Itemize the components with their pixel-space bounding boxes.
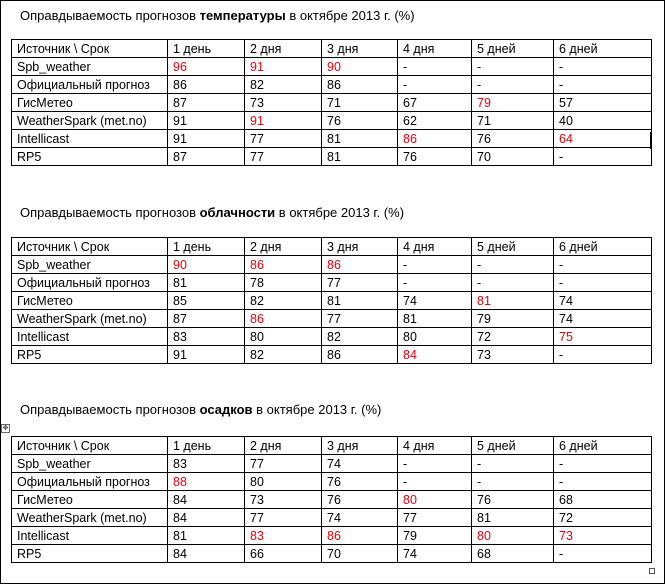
- value-cell: 79: [398, 527, 472, 545]
- header-row: [12, 238, 652, 256]
- value-cell: 77: [245, 148, 322, 166]
- value-cell: 81: [322, 292, 398, 310]
- header-cell-day: 3 дня: [322, 40, 398, 58]
- value-cell: 90: [322, 58, 398, 76]
- value-cell: 84: [398, 346, 472, 364]
- source-cell: ГисМетео: [12, 292, 168, 310]
- value-cell: 81: [322, 148, 398, 166]
- value-cell: -: [398, 256, 472, 274]
- value-cell: 80: [472, 527, 554, 545]
- value-cell: 67: [398, 94, 472, 112]
- value-cell: 88: [168, 473, 245, 491]
- value-cell: 72: [472, 328, 554, 346]
- value-cell: 71: [472, 112, 554, 130]
- value-cell: 77: [398, 509, 472, 527]
- value-cell: -: [472, 455, 554, 473]
- value-cell: 76: [472, 130, 554, 148]
- value-cell: -: [398, 58, 472, 76]
- value-cell: 81: [472, 292, 554, 310]
- value-cell: 73: [245, 491, 322, 509]
- source-cell: RP5: [12, 148, 168, 166]
- header-cell-day: 1 день: [168, 437, 245, 455]
- value-cell: 76: [398, 148, 472, 166]
- header-cell-day: 6 дней: [554, 238, 652, 256]
- value-cell: 82: [322, 328, 398, 346]
- value-cell: 86: [322, 256, 398, 274]
- table-row: [12, 545, 652, 563]
- source-cell: WeatherSpark (met.no): [12, 509, 168, 527]
- table-title-precipitation: Оправдываемость прогнозов осадков в октябре 2013 г. (%): [20, 402, 382, 417]
- header-cell-day: 6 дней: [554, 437, 652, 455]
- move-handle-icon[interactable]: ✥: [2, 425, 9, 432]
- value-cell: 86: [245, 310, 322, 328]
- value-cell: 70: [472, 148, 554, 166]
- source-cell: Spb_weather: [12, 58, 168, 76]
- table-row: [12, 112, 652, 130]
- value-cell: 81: [472, 509, 554, 527]
- value-cell: -: [472, 58, 554, 76]
- table-row: [12, 310, 652, 328]
- value-cell: 86: [168, 76, 245, 94]
- value-cell: -: [398, 473, 472, 491]
- value-cell: -: [398, 76, 472, 94]
- table-row: [12, 491, 652, 509]
- header-cell-day: 2 дня: [245, 40, 322, 58]
- header-cell-day: 4 дня: [398, 40, 472, 58]
- value-cell: 84: [168, 545, 245, 563]
- source-cell: ГисМетео: [12, 491, 168, 509]
- header-cell-day: 1 день: [168, 40, 245, 58]
- header-cell-day: 2 дня: [245, 437, 322, 455]
- table-row: [12, 455, 652, 473]
- source-cell: Intellicast: [12, 328, 168, 346]
- value-cell: 77: [245, 509, 322, 527]
- table-row: [12, 509, 652, 527]
- header-cell-source: Источник \ Срок: [12, 437, 168, 455]
- value-cell: 86: [245, 256, 322, 274]
- value-cell: 70: [322, 545, 398, 563]
- source-cell: Spb_weather: [12, 256, 168, 274]
- value-cell: 76: [322, 491, 398, 509]
- value-cell: 83: [168, 455, 245, 473]
- table-row: [12, 328, 652, 346]
- table-row: [12, 274, 652, 292]
- source-cell: Официальный прогноз: [12, 76, 168, 94]
- value-cell: -: [554, 545, 652, 563]
- table-row: [12, 292, 652, 310]
- value-cell: -: [554, 473, 652, 491]
- value-cell: 76: [322, 112, 398, 130]
- value-cell: 90: [168, 256, 245, 274]
- value-cell: 80: [245, 328, 322, 346]
- source-cell: WeatherSpark (met.no): [12, 310, 168, 328]
- source-cell: WeatherSpark (met.no): [12, 112, 168, 130]
- value-cell: 73: [245, 94, 322, 112]
- header-cell-day: 5 дней: [472, 238, 554, 256]
- value-cell: 81: [322, 130, 398, 148]
- value-cell: 78: [245, 274, 322, 292]
- value-cell: 79: [472, 310, 554, 328]
- value-cell: 80: [245, 473, 322, 491]
- value-cell: 73: [554, 527, 652, 545]
- value-cell: 84: [168, 509, 245, 527]
- value-cell: 57: [554, 94, 652, 112]
- cloudiness-table[interactable]: [11, 237, 652, 364]
- value-cell: 71: [322, 94, 398, 112]
- header-cell-day: 5 дней: [472, 40, 554, 58]
- table-row: [12, 130, 652, 148]
- header-cell-day: 4 дня: [398, 437, 472, 455]
- text-cursor: [650, 132, 652, 149]
- table-row: [12, 346, 652, 364]
- value-cell: 81: [168, 274, 245, 292]
- value-cell: -: [398, 274, 472, 292]
- source-cell: Официальный прогноз: [12, 274, 168, 292]
- value-cell: 82: [245, 76, 322, 94]
- value-cell: -: [472, 256, 554, 274]
- table-row: [12, 473, 652, 491]
- header-cell-day: 3 дня: [322, 238, 398, 256]
- value-cell: 62: [398, 112, 472, 130]
- value-cell: 87: [168, 310, 245, 328]
- value-cell: 76: [322, 473, 398, 491]
- header-cell-source: Источник \ Срок: [12, 40, 168, 58]
- value-cell: 77: [245, 130, 322, 148]
- value-cell: 79: [472, 94, 554, 112]
- precipitation-table[interactable]: [11, 436, 652, 563]
- table-row: [12, 148, 652, 166]
- value-cell: 80: [398, 328, 472, 346]
- header-cell-day: 2 дня: [245, 238, 322, 256]
- value-cell: 74: [398, 292, 472, 310]
- value-cell: 81: [398, 310, 472, 328]
- value-cell: 85: [168, 292, 245, 310]
- value-cell: 68: [472, 545, 554, 563]
- header-row: [12, 40, 652, 58]
- header-cell-source: Источник \ Срок: [12, 238, 168, 256]
- value-cell: 83: [245, 527, 322, 545]
- value-cell: -: [554, 455, 652, 473]
- value-cell: -: [554, 274, 652, 292]
- value-cell: 74: [322, 455, 398, 473]
- value-cell: 74: [398, 545, 472, 563]
- value-cell: 77: [322, 274, 398, 292]
- value-cell: 64: [554, 130, 652, 148]
- value-cell: 83: [168, 328, 245, 346]
- table-title-cloudiness: Оправдываемость прогнозов облачности в октябре 2013 г. (%): [20, 205, 405, 220]
- table-row: [12, 527, 652, 545]
- value-cell: 74: [554, 310, 652, 328]
- value-cell: 81: [168, 527, 245, 545]
- value-cell: 87: [168, 94, 245, 112]
- source-cell: Intellicast: [12, 527, 168, 545]
- value-cell: 86: [322, 346, 398, 364]
- temperature-table[interactable]: [11, 39, 652, 166]
- value-cell: 77: [322, 310, 398, 328]
- value-cell: 66: [245, 545, 322, 563]
- value-cell: 87: [168, 148, 245, 166]
- value-cell: 40: [554, 112, 652, 130]
- value-cell: 75: [554, 328, 652, 346]
- source-cell: Intellicast: [12, 130, 168, 148]
- value-cell: 77: [245, 455, 322, 473]
- value-cell: -: [472, 473, 554, 491]
- value-cell: 96: [168, 58, 245, 76]
- value-cell: 91: [168, 346, 245, 364]
- value-cell: 73: [472, 346, 554, 364]
- source-cell: ГисМетео: [12, 94, 168, 112]
- value-cell: 72: [554, 509, 652, 527]
- value-cell: -: [554, 76, 652, 94]
- value-cell: 91: [168, 130, 245, 148]
- table-row: [12, 94, 652, 112]
- value-cell: -: [472, 76, 554, 94]
- value-cell: 74: [554, 292, 652, 310]
- value-cell: 82: [245, 292, 322, 310]
- value-cell: -: [554, 256, 652, 274]
- value-cell: 74: [322, 509, 398, 527]
- value-cell: 82: [245, 346, 322, 364]
- value-cell: 91: [245, 58, 322, 76]
- value-cell: -: [472, 274, 554, 292]
- table-title-temperature: Оправдываемость прогнозов температуры в октябре 2013 г. (%): [20, 8, 415, 23]
- header-cell-day: 6 дней: [554, 40, 652, 58]
- value-cell: 84: [168, 491, 245, 509]
- value-cell: -: [554, 148, 652, 166]
- value-cell: -: [554, 58, 652, 76]
- header-cell-day: 5 дней: [472, 437, 554, 455]
- source-cell: Spb_weather: [12, 455, 168, 473]
- value-cell: 86: [322, 527, 398, 545]
- header-row: [12, 437, 652, 455]
- table-row: [12, 256, 652, 274]
- table-row: [12, 58, 652, 76]
- value-cell: -: [554, 346, 652, 364]
- value-cell: -: [398, 455, 472, 473]
- value-cell: 86: [322, 76, 398, 94]
- source-cell: RP5: [12, 545, 168, 563]
- value-cell: 91: [245, 112, 322, 130]
- value-cell: 76: [472, 491, 554, 509]
- header-cell-day: 3 дня: [322, 437, 398, 455]
- resize-handle-icon[interactable]: [649, 568, 655, 574]
- source-cell: RP5: [12, 346, 168, 364]
- value-cell: 91: [168, 112, 245, 130]
- value-cell: 80: [398, 491, 472, 509]
- value-cell: 86: [398, 130, 472, 148]
- source-cell: Официальный прогноз: [12, 473, 168, 491]
- header-cell-day: 4 дня: [398, 238, 472, 256]
- value-cell: 68: [554, 491, 652, 509]
- header-cell-day: 1 день: [168, 238, 245, 256]
- table-row: [12, 76, 652, 94]
